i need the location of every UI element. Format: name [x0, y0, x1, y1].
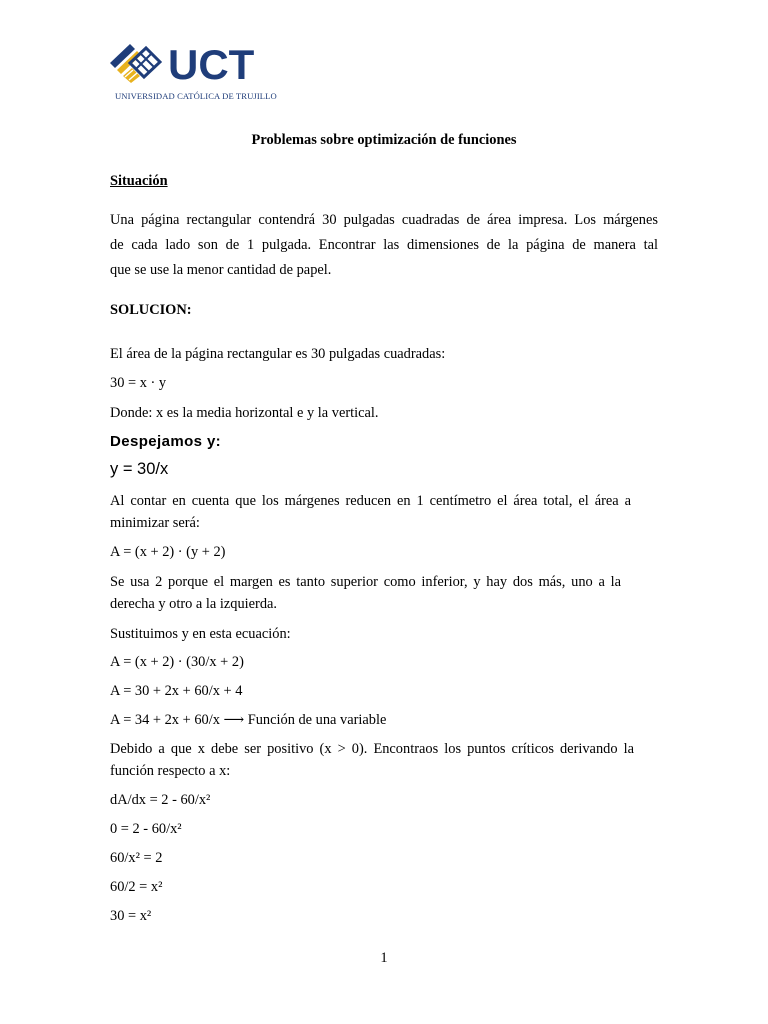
equation-d2: 0 = 2 - 60/x² [110, 821, 182, 837]
equation-a1: A = (x + 2) · (y + 2) [110, 544, 226, 560]
page-number: 1 [380, 950, 388, 966]
equation-d1: dA/dx = 2 - 60/x² [110, 792, 211, 808]
equation-d5: 30 = x² [110, 908, 152, 924]
equation-a2: A = (x + 2) · (30/x + 2) [110, 654, 244, 670]
equation-area: 30 = x · y [110, 375, 167, 391]
equation-y: y = 30/x [110, 460, 169, 478]
equation-a3: A = 30 + 2x + 60/x + 4 [110, 683, 243, 699]
equation-a4: A = 34 + 2x + 60/x ⟶ Función de una variable [110, 712, 387, 728]
substitute-line: Sustituimos y en esta ecuación: [110, 626, 291, 642]
equation-d3: 60/x² = 2 [110, 850, 163, 866]
margin-line-1: Al contar en cuenta que los márgenes reducen en 1 centímetro el área total, el área a [110, 493, 631, 509]
uct-logo [108, 40, 278, 104]
section-heading: Situación [110, 173, 168, 189]
uct-emblem-icon [108, 42, 162, 84]
problem-line-1: Una página rectangular contendrá 30 pulgadas cuadradas de área impresa. Los márgenes [110, 212, 658, 228]
area-statement: El área de la página rectangular es 30 pulgadas cuadradas: [110, 346, 446, 362]
equation-d4: 60/2 = x² [110, 879, 163, 895]
critical-line-1: Debido a que x debe ser positivo (x > 0). Encontraos los puntos críticos derivando la [110, 741, 634, 757]
margin-line-2: minimizar será: [110, 515, 200, 531]
where-line: Donde: x es la media horizontal e y la vertical. [110, 405, 379, 421]
brand-name: UCT [168, 41, 255, 88]
document-title: Problemas sobre optimización de funciones [251, 132, 517, 148]
problem-line-3: que se use la menor cantidad de papel. [110, 262, 332, 278]
university-name: UNIVERSIDAD CATÓLICA DE TRUJILLO [115, 91, 277, 101]
reason-line-2: derecha y otro a la izquierda. [110, 596, 278, 612]
problem-line-2: de cada lado son de 1 pulgada. Encontrar las dimensiones de la página de manera tal [110, 237, 658, 253]
solution-heading: SOLUCION: [110, 302, 192, 318]
critical-line-2: función respecto a x: [110, 763, 231, 779]
solve-heading: Despejamos y: [110, 433, 222, 450]
reason-line-1: Se usa 2 porque el margen es tanto superior como inferior, y hay dos más, uno a la [110, 574, 621, 590]
